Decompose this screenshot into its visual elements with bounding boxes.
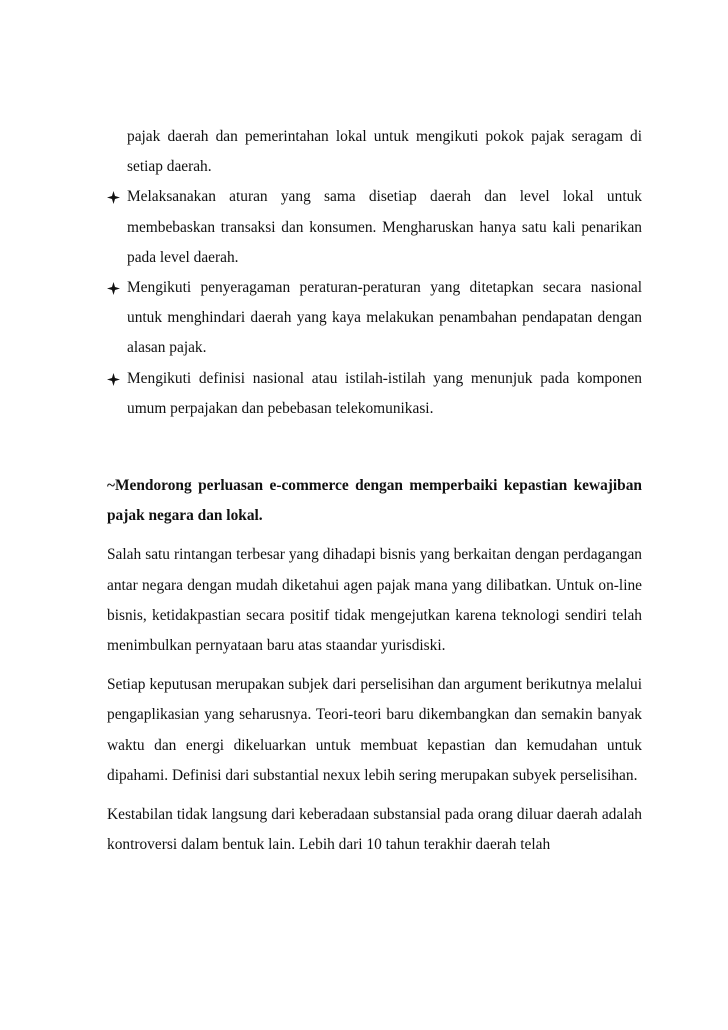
continuation-text: pajak daerah dan pemerintahan lokal untuk mengikuti pokok pajak seragam di setiap daerah. (127, 128, 642, 176)
section-heading: ~Mendorong perluasan e-commerce dengan memperbaiki kepastian kewajiban pajak negara dan lokal. (107, 477, 642, 525)
bullet-item (107, 182, 642, 273)
bullet-text: Mengikuti penyeragaman peraturan-peraturan yang ditetapkan secara nasional untuk menghindari daerah yang kaya melakukan penambahan pendapatan dengan alasan pajak. (127, 279, 642, 357)
diamond-bullet-icon (107, 282, 120, 295)
diamond-bullet-icon (107, 191, 120, 204)
document-page (107, 122, 642, 860)
body-paragraph: Setiap keputusan merupakan subjek dari perselisihan dan argument berikutnya melalui pengaplikasian yang seharusnya. Teori-teori baru dikembangkan dan semakin banyak waktu dan energi dikeluarkan untuk membuat kepastian dan kemudahan untuk dipahami. Definisi dari substantial nexux lebih sering merupakan subyek perselisihan. (107, 676, 642, 784)
diamond-bullet-icon (107, 373, 120, 386)
body-paragraph: Salah satu rintangan terbesar yang dihadapi bisnis yang berkaitan dengan perdagangan antar negara dengan mudah diketahui agen pajak mana yang dilibatkan. Untuk on-line bisnis, ketidakpastian secara positif tidak mengejutkan karena teknologi sendiri telah menimbulkan pernyataan baru atas staandar yurisdiski. (107, 546, 642, 655)
body-paragraph: Kestabilan tidak langsung dari keberadaan substansial pada orang diluar daerah adalah kontroversi dalam bentuk lain. Lebih dari 10 tahun terakhir daerah telah (107, 806, 642, 854)
bullet-item (107, 273, 642, 364)
bullet-item (107, 364, 642, 424)
bullet-text: Mengikuti definisi nasional atau istilah-istilah yang menunjuk pada komponen umum perpajakan dan pebebasan telekomunikasi. (127, 369, 642, 417)
bullet-text: Melaksanakan aturan yang sama disetiap daerah dan level lokal untuk membebaskan transaksi dan konsumen. Mengharuskan hanya satu kali penarikan pada level daerah. (127, 188, 642, 266)
